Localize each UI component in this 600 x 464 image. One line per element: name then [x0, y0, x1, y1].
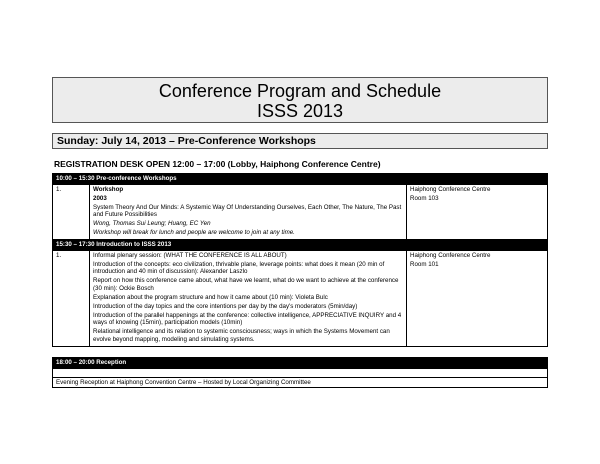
session-header: 10:00 – 15:30 Pre-conference Workshops — [53, 174, 548, 185]
venue-name: Haiphong Conference Centre — [410, 185, 491, 193]
session-number: 1. — [53, 250, 90, 346]
session-presenters: Wong, Thomas Sui Leung; Huang, EC Yen — [93, 220, 211, 228]
document-subtitle: ISSS 2013 — [256, 101, 344, 121]
session-venue — [407, 184, 548, 240]
agenda-item: Report on how this conference came about, what have we learnt, what do we want to achieve at the conference (30 min): Ockie Bosch — [93, 277, 399, 292]
agenda-item: Explanation about the program structure and how it came about (10 min): Violeta Bulc — [93, 293, 328, 301]
table-row — [53, 184, 548, 240]
session-title: System Theory And Our Minds: A Systemic Way Of Understanding Ourselves, Each Other, The Nature, The Past and Future Possibilities — [93, 203, 402, 219]
venue-room: Room 101 — [410, 260, 439, 268]
agenda-item: Introduction of the parallel happenings at the conference: collective intelligence, APPRECIATIVE INQUIRY and 4 ways of knowing (15min), participation models (10min) — [93, 311, 402, 327]
session-code: 2003 — [93, 194, 107, 202]
session-header-row — [53, 240, 548, 251]
venue-name: Haiphong Conference Centre — [410, 251, 491, 259]
agenda-item: Introduction of the concepts: eco civilization, thrivable plane, leverage points: what does it mean (20 min of introduction and 40 min of discussion): Alexander Laszlo — [93, 260, 385, 276]
venue-room: Room 103 — [410, 194, 439, 202]
document-title: Conference Program and Schedule — [158, 81, 442, 101]
registration-notice: REGISTRATION DESK OPEN 12:00 – 17:00 (Lobby, Haiphong Conference Centre) — [54, 159, 381, 169]
table-row — [53, 250, 548, 346]
session-details — [90, 184, 407, 240]
reception-table — [52, 357, 548, 388]
session-type: Workshop — [93, 185, 124, 193]
session-venue — [407, 250, 548, 346]
blank-cell — [53, 368, 548, 377]
agenda-item: Informal plenary session: (WHAT THE CONFERENCE IS ALL ABOUT) — [93, 251, 287, 259]
reception-text: Evening Reception at Haiphong Convention Centre – Hosted by Local Organizing Committee — [53, 377, 548, 388]
table-row — [53, 368, 548, 377]
session-number: 1. — [53, 184, 90, 240]
session-note: Workshop will break for lunch and people are welcome to join at any time. — [93, 229, 295, 237]
table-row — [53, 377, 548, 388]
reception-header: 18:00 – 20:00 Reception — [53, 358, 548, 369]
session-header: 15:30 – 17:30 Introduction to ISSS 2013 — [53, 240, 548, 251]
day-heading: Sunday: July 14, 2013 – Pre-Conference Workshops — [52, 133, 548, 149]
session-details — [90, 250, 407, 346]
schedule-table — [52, 173, 548, 347]
document-title-box — [52, 77, 548, 123]
reception-header-row — [53, 358, 548, 369]
agenda-item: Relational intelligence and its relation to systemic consciousness; ways in which the Systems Movement can evolve beyond mapping, modeling and simulating systems. — [93, 328, 390, 343]
session-header-row — [53, 174, 548, 185]
agenda-item: Introduction of the day topics and the core intentions per day by the day's moderators (5min/day) — [93, 302, 358, 310]
